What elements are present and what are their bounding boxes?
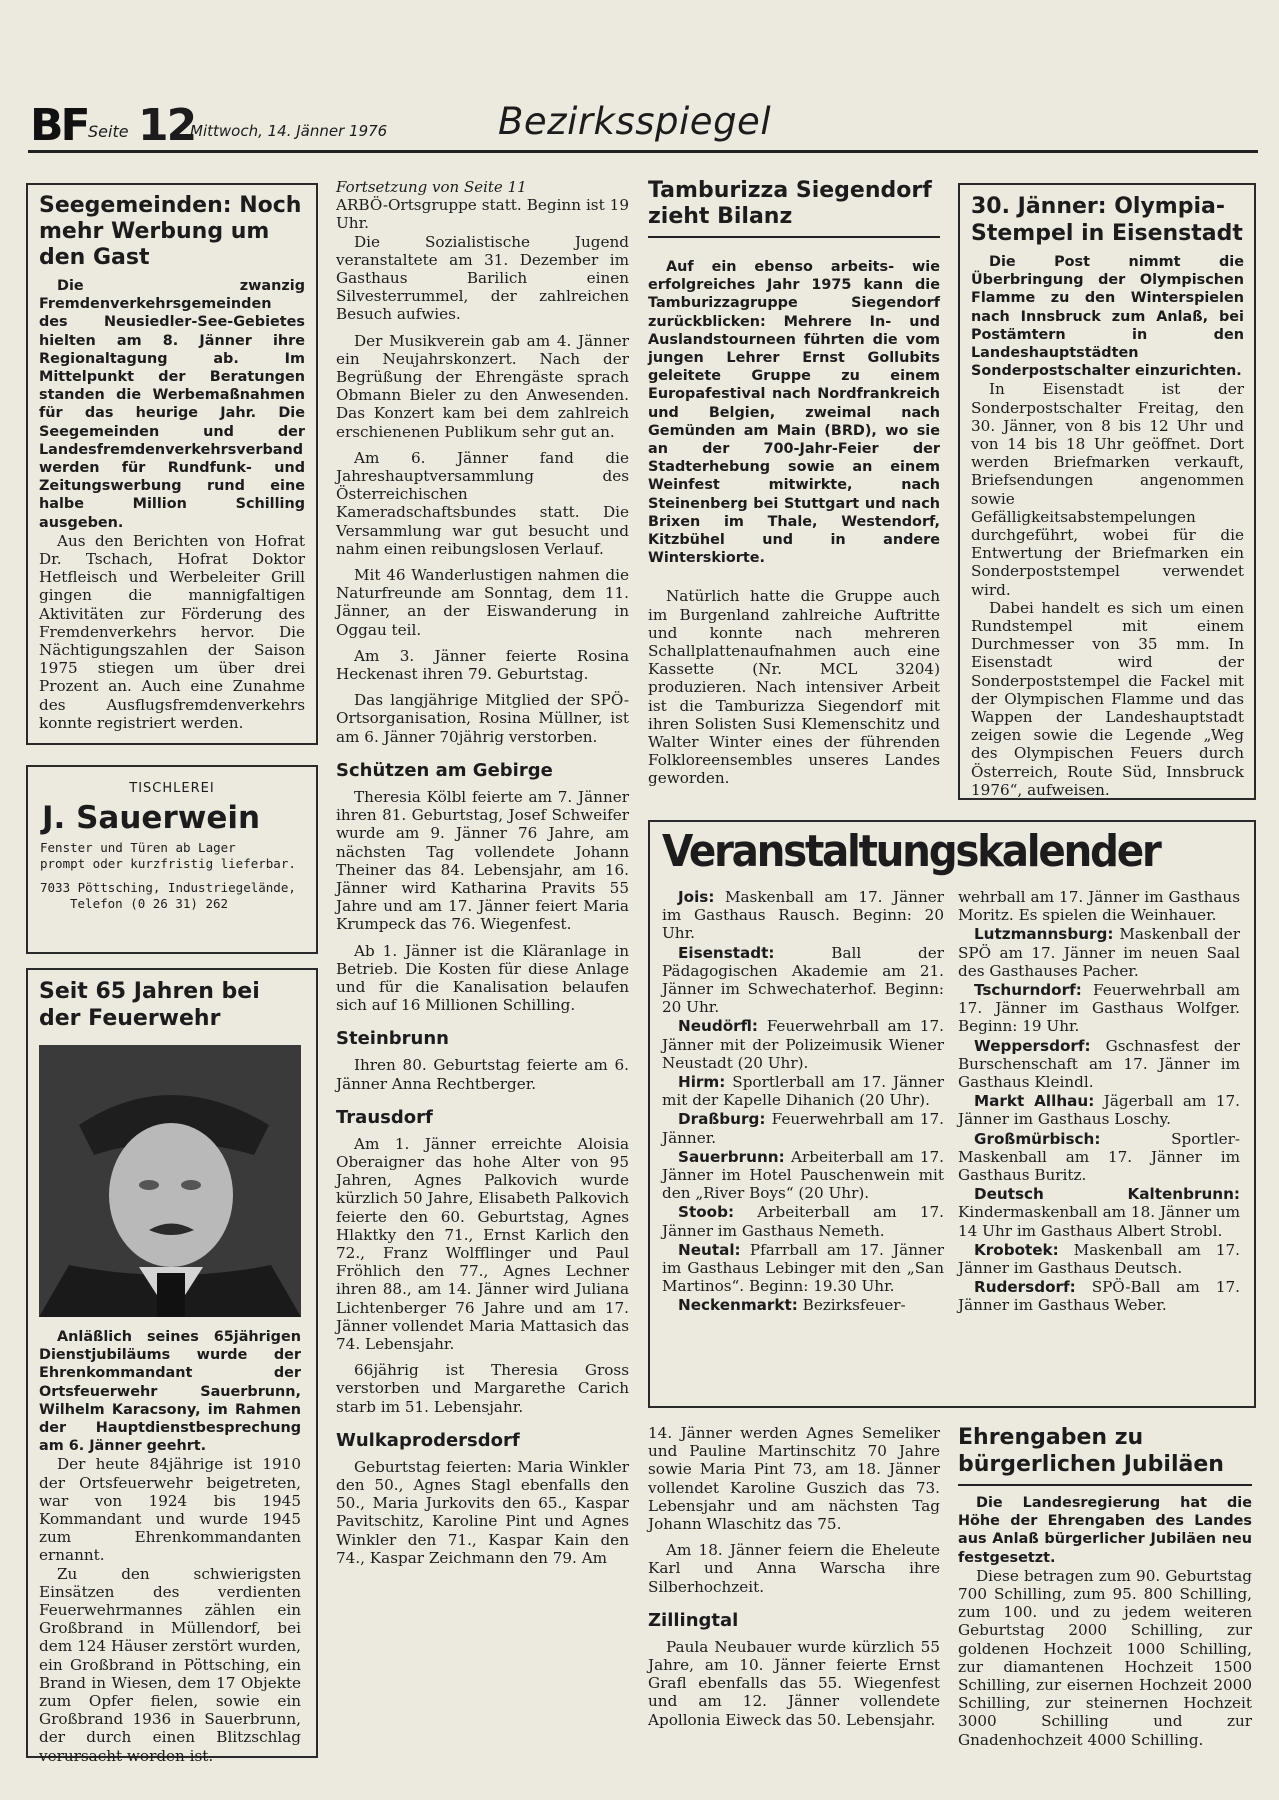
event-place: Draßburg:	[678, 1110, 766, 1129]
event-text: Maskenball am 17. Jänner im Gasthaus Rausch. Beginn: 20 Uhr.	[662, 888, 944, 943]
article-body: 66jährig ist Theresia Gross verstorben und Margarethe Carich starb im 51. Lebensjahr.	[336, 1361, 629, 1416]
ad-line: prompt oder kurzfristig lieferbar.	[40, 856, 296, 871]
column-local-news-continued	[648, 1424, 940, 1764]
calendar-column-a	[662, 888, 944, 1316]
ad-phone: Telefon (0 26 31) 262	[70, 896, 229, 911]
headline-rule	[958, 1484, 1252, 1486]
article-lead: Die zwanzig Fremdenverkehrsgemeinden des Neusiedler-See-Gebietes hielten am 8. Jänner ihre Regionaltagung ab. Im Mittelpunkt der Beratungen standen die Werbemaßnahmen für das heurige Jahr. Die Seegemeinden und der Landesfremdenverkehrsverband werden für Rundfunk- und Zeitungswerbung rund eine halbe Million Schilling ausgeben.	[39, 278, 305, 531]
article-body: Am 18. Jänner feiern die Eheleute Karl und Anna Warscha ihre Silberhochzeit.	[648, 1541, 940, 1596]
article-seegemeinden	[26, 183, 318, 745]
event-place: Hirm:	[678, 1073, 726, 1092]
article-ehrengaben	[958, 1424, 1252, 1764]
article-lead: Auf ein ebenso arbeits- wie erfolgreiches Jahr 1975 kann die Tamburizzagruppe Siegendorf zurückblicken: Mehrere In- und Auslandstourneen führten die vom jungen Lehrer Ernst Gollubits geleitete Gruppe zu einem Europafestival nach Nordfrankreich und Belgien, zweimal nach Gemünden am Main (BRD), wo sie an der 700-Jahr-Feier der Stadterhebung sowie an einem Weinfest mitwirkte, nach Steinenberg bei Stuttgart und nach Brixen im Thale, Westendorf, Kitzbühel und in andere Winterskiorte.	[648, 259, 940, 567]
event-place: Neutal:	[678, 1240, 741, 1259]
event-place: Weppersdorf:	[974, 1036, 1091, 1055]
article-body: Mit 46 Wanderlustigen nahmen die Naturfreunde am Sonntag, dem 11. Jänner, an der Eiswanderung in Oggau teil.	[336, 566, 629, 639]
article-body: Aus den Berichten von Hofrat Dr. Tschach, Hofrat Doktor Hetfleisch und Werbeleiter Grill gingen die mannigfaltigen Aktivitäten zur Förderung des Fremdenverkehrs hervor. Die Nächtigungszahlen der Saison 1975 stiegen um über drei Prozent an. Auch eine Zunahme des Ausflugsfremdenverkehrs konnte registriert werden.	[39, 531, 305, 732]
event-text: Feuerwehrball am 17. Jänner mit der Polizeimusik Wiener Neustadt (20 Uhr).	[662, 1017, 944, 1072]
subheading-wulkaprodersdorf: Wulkaprodersdorf	[336, 1429, 520, 1451]
event-place: Neckenmarkt:	[678, 1296, 798, 1315]
article-body: Dabei handelt es sich um einen Rundstempel mit einem Durchmesser von 35 mm. In Eisenstadt wird der Sonderpoststempel die Fackel mit der Olympischen Flamme und das Wappen der Landeshauptstadt zeigen sowie die Legende „Weg des Olympischen Feuers durch Österreich, Route Süd, Innsbruck 1976“, aufweisen.	[971, 598, 1244, 799]
continuation-note: Fortsetzung von Seite 11	[336, 178, 527, 196]
article-lead: Die Landesregierung hat die Höhe der Ehrengaben des Landes aus Anlaß bürgerlicher Jubiläen neu festgesetzt.	[958, 1495, 1252, 1566]
article-lead: Die Post nimmt die Überbringung der Olympischen Flamme zu den Winterspielen nach Innsbruck zum Anlaß, bei Postämtern in den Landeshauptstädten Sonderpostschalter einzurichten.	[971, 254, 1244, 380]
event-calendar	[648, 820, 1256, 1408]
portrait-photo	[39, 1045, 301, 1317]
article-body: Zu den schwierigsten Einsätzen des verdienten Feuerwehrmannes zählen ein Großbrand in Müllendorf, bei dem 124 Häuser zerstört wurden, ein Großbrand in Pöttsching, ein Brand in Wiesen, dem 17 Objekte zum Opfer fielen, sowie ein Großbrand 1936 in Sauerbrunn, der durch einen Blitzschlag verursacht worden ist.	[39, 1564, 301, 1765]
article-body: Diese betragen zum 90. Geburtstag 700 Schilling, zum 95. 800 Schilling, zum 100. und zu jedem weiteren Geburtstag 2000 Schilling, zur goldenen Hochzeit 1000 Schilling, zur diamantenen Hochzeit 1500 Schilling, zur eisernen Hochzeit 2000 Schilling, zur steinernen Hochzeit 3000 Schilling und zur Gnadenhochzeit 4000 Schilling.	[958, 1566, 1252, 1749]
event-place: Eisenstadt:	[678, 943, 775, 962]
event-text: Kindermaskenball am 18. Jänner um 14 Uhr im Gasthaus Albert Strobl.	[958, 1203, 1240, 1240]
article-tamburizza	[648, 178, 940, 800]
event-text: Bezirksfeuer-	[802, 1296, 906, 1315]
calendar-column-b	[958, 888, 1240, 1316]
article-body: Ab 1. Jänner ist die Kläranlage in Betrieb. Die Kosten für diese Anlage und für die Kanalisation belaufen sich auf 16 Millionen Schilling.	[336, 941, 629, 1015]
article-body: Am 6. Jänner fand die Jahreshauptversammlung des Österreichischen Kameradschaftsbundes statt. Die Versammlung war gut besucht und nahm einen reibungslosen Verlauf.	[336, 448, 629, 558]
article-headline: 30. Jänner: Olympia-Stempel in Eisenstadt	[971, 194, 1243, 246]
event-text: Arbeiterball am 17. Jänner im Hotel Pauschenwein mit den „River Boys“ (20 Uhr).	[662, 1147, 944, 1203]
event-text: Feuerwehrball am 17. Jänner.	[662, 1110, 944, 1147]
article-body: Paula Neubauer wurde kürzlich 55 Jahre, am 10. Jänner feierte Ernst Grafl ebenfalls das 55. Wiegenfest und am 12. Jänner vollendete Apollonia Eiweck das 50. Lebensjahr.	[648, 1637, 940, 1729]
masthead	[28, 92, 1258, 152]
event-text: Sportler-Maskenball am 17. Jänner im Gasthaus Buritz.	[958, 1129, 1240, 1185]
event-place: Sauerbrunn:	[678, 1147, 785, 1166]
event-text: Feuerwehrball am 17. Jänner im Gasthaus Wolfger. Beginn: 19 Uhr.	[958, 981, 1240, 1036]
ad-address: 7033 Pöttsching, Industriegelände,	[40, 880, 296, 895]
article-headline: Seegemeinden: Noch mehr Werbung um den Gast	[39, 193, 302, 270]
event-place: Rudersdorf:	[974, 1278, 1076, 1297]
column-local-news	[336, 178, 629, 1768]
calendar-title: Veranstaltungskalender	[662, 826, 1160, 877]
event-text: SPÖ-Ball am 17. Jänner im Gasthaus Weber.	[958, 1278, 1240, 1315]
article-olympia	[958, 183, 1256, 800]
ad-trade: TISCHLEREI	[129, 781, 215, 796]
article-headline: Ehrengaben zu bürgerlichen Jubiläen	[958, 1425, 1224, 1477]
event-text: Ball der Pädagogischen Akademie am 21. Jänner im Schwechaterhof. Beginn: 20 Uhr.	[662, 943, 944, 1017]
advertisement-tischlerei	[26, 765, 318, 954]
article-body: Am 3. Jänner feierte Rosina Heckenast ihren 79. Geburtstag.	[336, 646, 629, 684]
article-body: Theresia Kölbl feierte am 7. Jänner ihren 81. Geburtstag, Josef Schweifer wurde am 9. Jänner 76 Jahre, am nächsten Tag vollendete Johann Theiner das 84. Lebensjahr, am 16. Jänner wird Katharina Pravits 55 Jahre und am 17. Jänner feiert Maria Krumpeck das 76. Wiegenfest.	[336, 787, 629, 934]
article-headline: Tamburizza Siegendorf zieht Bilanz	[648, 178, 932, 229]
portrait-illustration	[39, 1045, 301, 1317]
event-text: Gschnasfest der Burschenschaft am 17. Jänner im Gasthaus Kleindl.	[958, 1036, 1240, 1092]
article-headline: Seit 65 Jahren bei der Feuerwehr	[39, 979, 260, 1031]
article-body: Der Musikverein gab am 4. Jänner ein Neujahrskonzert. Nach der Begrüßung der Ehrengäste sprach Obmann Bieler zu den Anwesenden. Das Konzert kam bei dem zahlreich erschienenen Publikum sehr gut an.	[336, 331, 629, 441]
article-body: Ihren 80. Geburtstag feierte am 6. Jänner Anna Rechtberger.	[336, 1056, 629, 1093]
event-place: Tschurndorf:	[974, 981, 1082, 1000]
event-text: Maskenball am 17. Jänner im Gasthaus Deutsch.	[958, 1240, 1240, 1278]
event-text: Sportlerball am 17. Jänner mit der Kapelle Dihanich (20 Uhr).	[662, 1073, 945, 1110]
subheading-steinbrunn: Steinbrunn	[336, 1028, 449, 1050]
subheading-schuetzen: Schützen am Gebirge	[336, 759, 553, 781]
page-number: 12	[138, 100, 196, 151]
masthead-rule	[28, 150, 1258, 153]
article-body: Der heute 84jährige ist 1910 der Ortsfeuerwehr beigetreten, war von 1924 bis 1945 Kommandant und wurde 1945 zum Ehrenkommandanten ernannt.	[39, 1455, 301, 1565]
event-text: Maskenball der SPÖ am 17. Jänner im neuen Saal des Gasthauses Pacher.	[958, 925, 1240, 980]
event-place: Deutsch Kaltenbrunn:	[974, 1185, 1240, 1204]
article-feuerwehr	[26, 968, 318, 1765]
photo-caption: Anläßlich seines 65jährigen Dienstjubiläums wurde der Ehrenkommandant der Ortsfeuerwehr Sauerbrunn, Wilhelm Karacsony, im Rahmen der Hauptdienstbesprechung am 6. Jänner geehrt.	[39, 1329, 301, 1455]
event-place: Krobotek:	[974, 1240, 1059, 1259]
issue-date: Mittwoch, 14. Jänner 1976	[190, 122, 388, 140]
event-place: Neudörfl:	[678, 1017, 758, 1036]
article-body: 14. Jänner werden Agnes Semeliker und Pauline Martinschitz 70 Jahre sowie Maria Pint 73, am 18. Jänner vollendet Karoline Guszich das 73. Lebensjahr und am nächsten Tag Johann Wlaschitz das 75.	[648, 1424, 940, 1534]
article-body: Natürlich hatte die Gruppe auch im Burgenland zahlreiche Auftritte und konnte nach mehreren Schallplattenaufnahmen auch eine Kassette (Nr. MCL 3204) produzieren. Nach intensiver Arbeit ist die Tamburizza Siegendorf mit ihren Solisten Susi Klemenschitz und Walter Winter eines der führenden Folkloreensembles unseres Landes geworden.	[648, 587, 940, 788]
subheading-zillingtal: Zillingtal	[648, 1609, 739, 1631]
event-text: Pfarrball am 17. Jänner im Gasthaus Lebinger mit den „San Martinos“. Beginn: 19.30 Uhr.	[662, 1240, 945, 1296]
article-body: Das langjährige Mitglied der SPÖ-Ortsorganisation, Rosina Müllner, ist am 6. Jänner 70jährig verstorben.	[336, 691, 629, 746]
event-text: wehrball am 17. Jänner im Gasthaus Moritz. Es spielen die Weinhauer.	[958, 888, 1240, 925]
article-body: Am 1. Jänner erreichte Aloisia Oberaigner das hohe Alter von 95 Jahren, Agnes Palkovich wurde kürzlich 50 Jahre, Elisabeth Palkovich feierte den 60. Geburtstag, Agnes Hlaktky den 71., Ernst Karlich den 72., Franz Wolfflinger und Paul Fröhlich den 77., Agnes Lechner ihren 88., am 14. Jänner wird Juliana Lichtenberger 76 Jahre und am 17. Jänner vollendet Maria Mattasich das 74. Lebensjahr.	[336, 1134, 629, 1353]
ad-company-name: J. Sauerwein	[42, 800, 261, 836]
article-body: ARBÖ-Ortsgruppe statt. Beginn ist 19 Uhr.	[336, 196, 629, 233]
article-body: Geburtstag feierten: Maria Winkler den 50., Agnes Stagl ebenfalls den 50., Maria Jurkovits den 65., Kaspar Pavitschitz, Karoline Pint und Agnes Winkler den 71., Kaspar Kain den 74., Kaspar Zeichmann den 79. Am	[336, 1457, 629, 1567]
article-body: In Eisenstadt ist der Sonderpostschalter Freitag, den 30. Jänner, von 8 bis 12 Uhr und von 14 bis 18 Uhr geöffnet. Dort werden Briefmarken verkauft, Briefsendungen angenommen sowie Gefälligkeitsabstempelungen durchgeführt, wobei für die Entwertung der Briefmarken ein Sonderpoststempel verwendet wird.	[971, 380, 1244, 599]
event-place: Stoob:	[678, 1203, 735, 1222]
page-label: Seite	[88, 122, 129, 141]
headline-rule	[648, 236, 940, 238]
event-place: Markt Allhau:	[974, 1092, 1095, 1111]
event-place: Jois:	[678, 888, 715, 906]
event-place: Großmürbisch:	[974, 1129, 1101, 1148]
subheading-trausdorf: Trausdorf	[336, 1106, 433, 1128]
ad-line: Fenster und Türen ab Lager	[40, 840, 236, 855]
section-title: Bezirksspiegel	[498, 100, 772, 143]
event-place: Lutzmannsburg:	[974, 925, 1114, 944]
event-text: Jägerball am 17. Jänner im Gasthaus Loschy.	[958, 1092, 1240, 1129]
event-text: Arbeiterball am 17. Jänner im Gasthaus Nemeth.	[662, 1203, 945, 1240]
newspaper-logo: BF	[30, 100, 88, 151]
article-body: Die Sozialistische Jugend veranstaltete am 31. Dezember im Gasthaus Barilich einen Silvesterrummel, der zahlreichen Besuch aufwies.	[336, 232, 629, 324]
